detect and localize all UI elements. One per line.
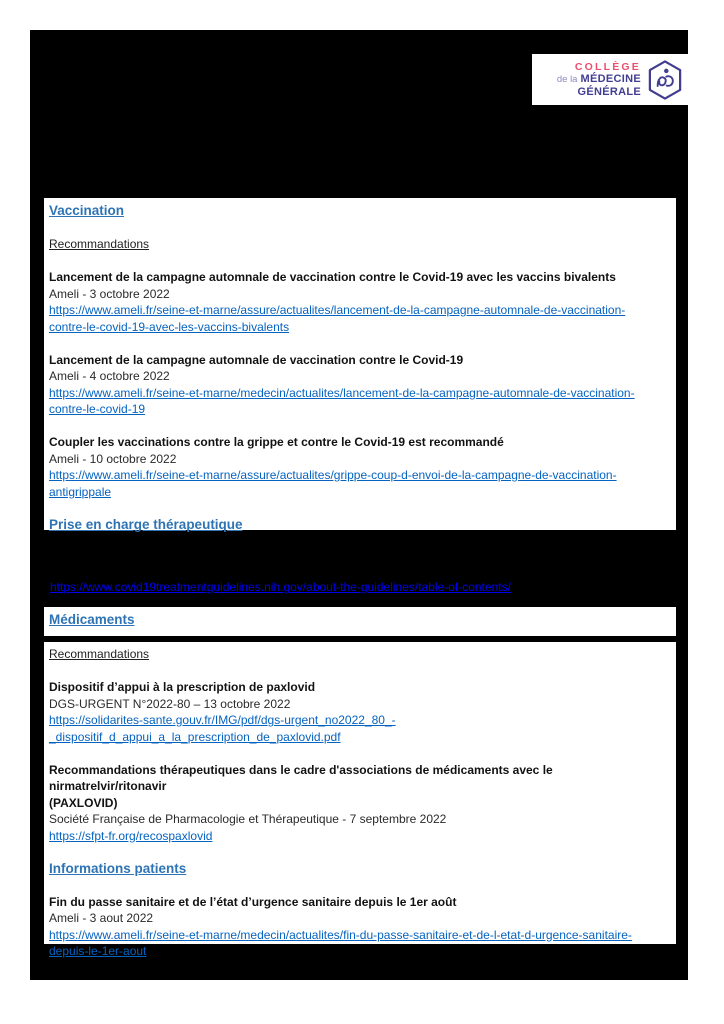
informations-patients-heading-link[interactable]: Informations patients	[49, 860, 187, 876]
prise-en-charge-heading-link[interactable]: Prise en charge thérapeutique	[49, 516, 243, 532]
news-item-title: Lancement de la campagne automnale de vaccination contre le Covid-19	[49, 352, 464, 367]
news-item-source: Ameli - 10 octobre 2022	[49, 451, 177, 466]
vaccination-heading-link[interactable]: Vaccination	[49, 203, 125, 218]
news-item-link[interactable]: https://www.ameli.fr/seine-et-marne/assure/actualites/grippe-coup-d-envoi-de-la-campagne-de-vaccination- antigrippale	[49, 468, 617, 499]
news-item-source: Ameli - 3 aout 2022	[49, 911, 154, 925]
news-item-link[interactable]: https://www.ameli.fr/seine-et-marne/medecin/actualites/lancement-de-la-campagne-automnale-de-vaccination- contre-le-covid-19	[49, 385, 635, 416]
news-item-title: Lancement de la campagne automnale de vaccination contre le Covid-19 avec les vaccins bivalents	[49, 270, 616, 284]
logo-line-dela: de la	[556, 74, 578, 85]
news-item-title: Coupler les vaccinations contre la grippe et contre le Covid-19 est recommandé	[49, 435, 504, 449]
logo-line-college: COLLÈGE	[574, 61, 641, 73]
redaction-background	[30, 30, 688, 980]
news-item-link[interactable]: https://sfpt-fr.org/recospaxlovid	[49, 828, 213, 843]
college-hexagon-icon	[646, 59, 684, 101]
logo-wordmark	[557, 61, 641, 98]
recommandations-subheading: Recommandations	[49, 647, 150, 661]
news-item-title: Dispositif d’appui à la prescription de paxlovid	[49, 680, 316, 694]
news-item	[49, 762, 672, 845]
news-item-link[interactable]: https://solidarites-sante.gouv.fr/IMG/pdf/dgs-urgent_no2022_80_- _dispositif_d_appui_a_la_prescription_de_paxlovid.pdf	[49, 713, 396, 744]
news-item-link[interactable]: https://www.ameli.fr/seine-et-marne/medecin/actualites/fin-du-passe-sanitaire-et-de-l-etat-d-urgence-sanitaire- depuis-le-1er-aout	[49, 927, 632, 958]
medicaments-heading-link[interactable]: Médicaments	[49, 612, 135, 627]
medicaments-section	[44, 642, 676, 958]
vaccination-section	[44, 198, 676, 530]
news-item	[49, 679, 672, 745]
news-item-source: DGS-URGENT N°2022-80 – 13 octobre 2022	[49, 696, 291, 711]
news-item	[49, 894, 672, 960]
logo-line-generale: GÉNÉRALE	[577, 86, 641, 98]
news-item	[49, 434, 672, 500]
medicaments-heading-band	[44, 607, 676, 636]
news-item-source: Société Française de Pharmacologie et Thérapeutique - 7 septembre 2022	[49, 812, 447, 826]
recommandations-subheading: Recommandations	[49, 237, 150, 251]
news-item-source: Ameli - 4 octobre 2022	[49, 369, 170, 383]
news-item	[49, 269, 672, 335]
news-item-title: Fin du passe sanitaire et de l’état d’urgence sanitaire depuis le 1er août	[49, 894, 457, 909]
news-item-source: Ameli - 3 octobre 2022	[49, 286, 170, 301]
logo	[532, 54, 690, 105]
news-item-title: Recommandations thérapeutiques dans le cadre d'associations de médicaments avec le nirmatrelvir/ritonavir (PAXLOVID)	[49, 762, 553, 810]
nih-guidelines-link[interactable]: https://www.covid19treatmentguidelines.nih.gov/about-the-guidelines/table-of-contents/	[50, 580, 511, 594]
news-item	[49, 352, 672, 418]
logo-line-medecine: MÉDECINE	[580, 73, 641, 85]
news-item-link[interactable]: https://www.ameli.fr/seine-et-marne/assure/actualites/lancement-de-la-campagne-automnale-de-vaccination- contre-le-covid-19-avec-les-vaccins-bivalents	[49, 303, 626, 334]
